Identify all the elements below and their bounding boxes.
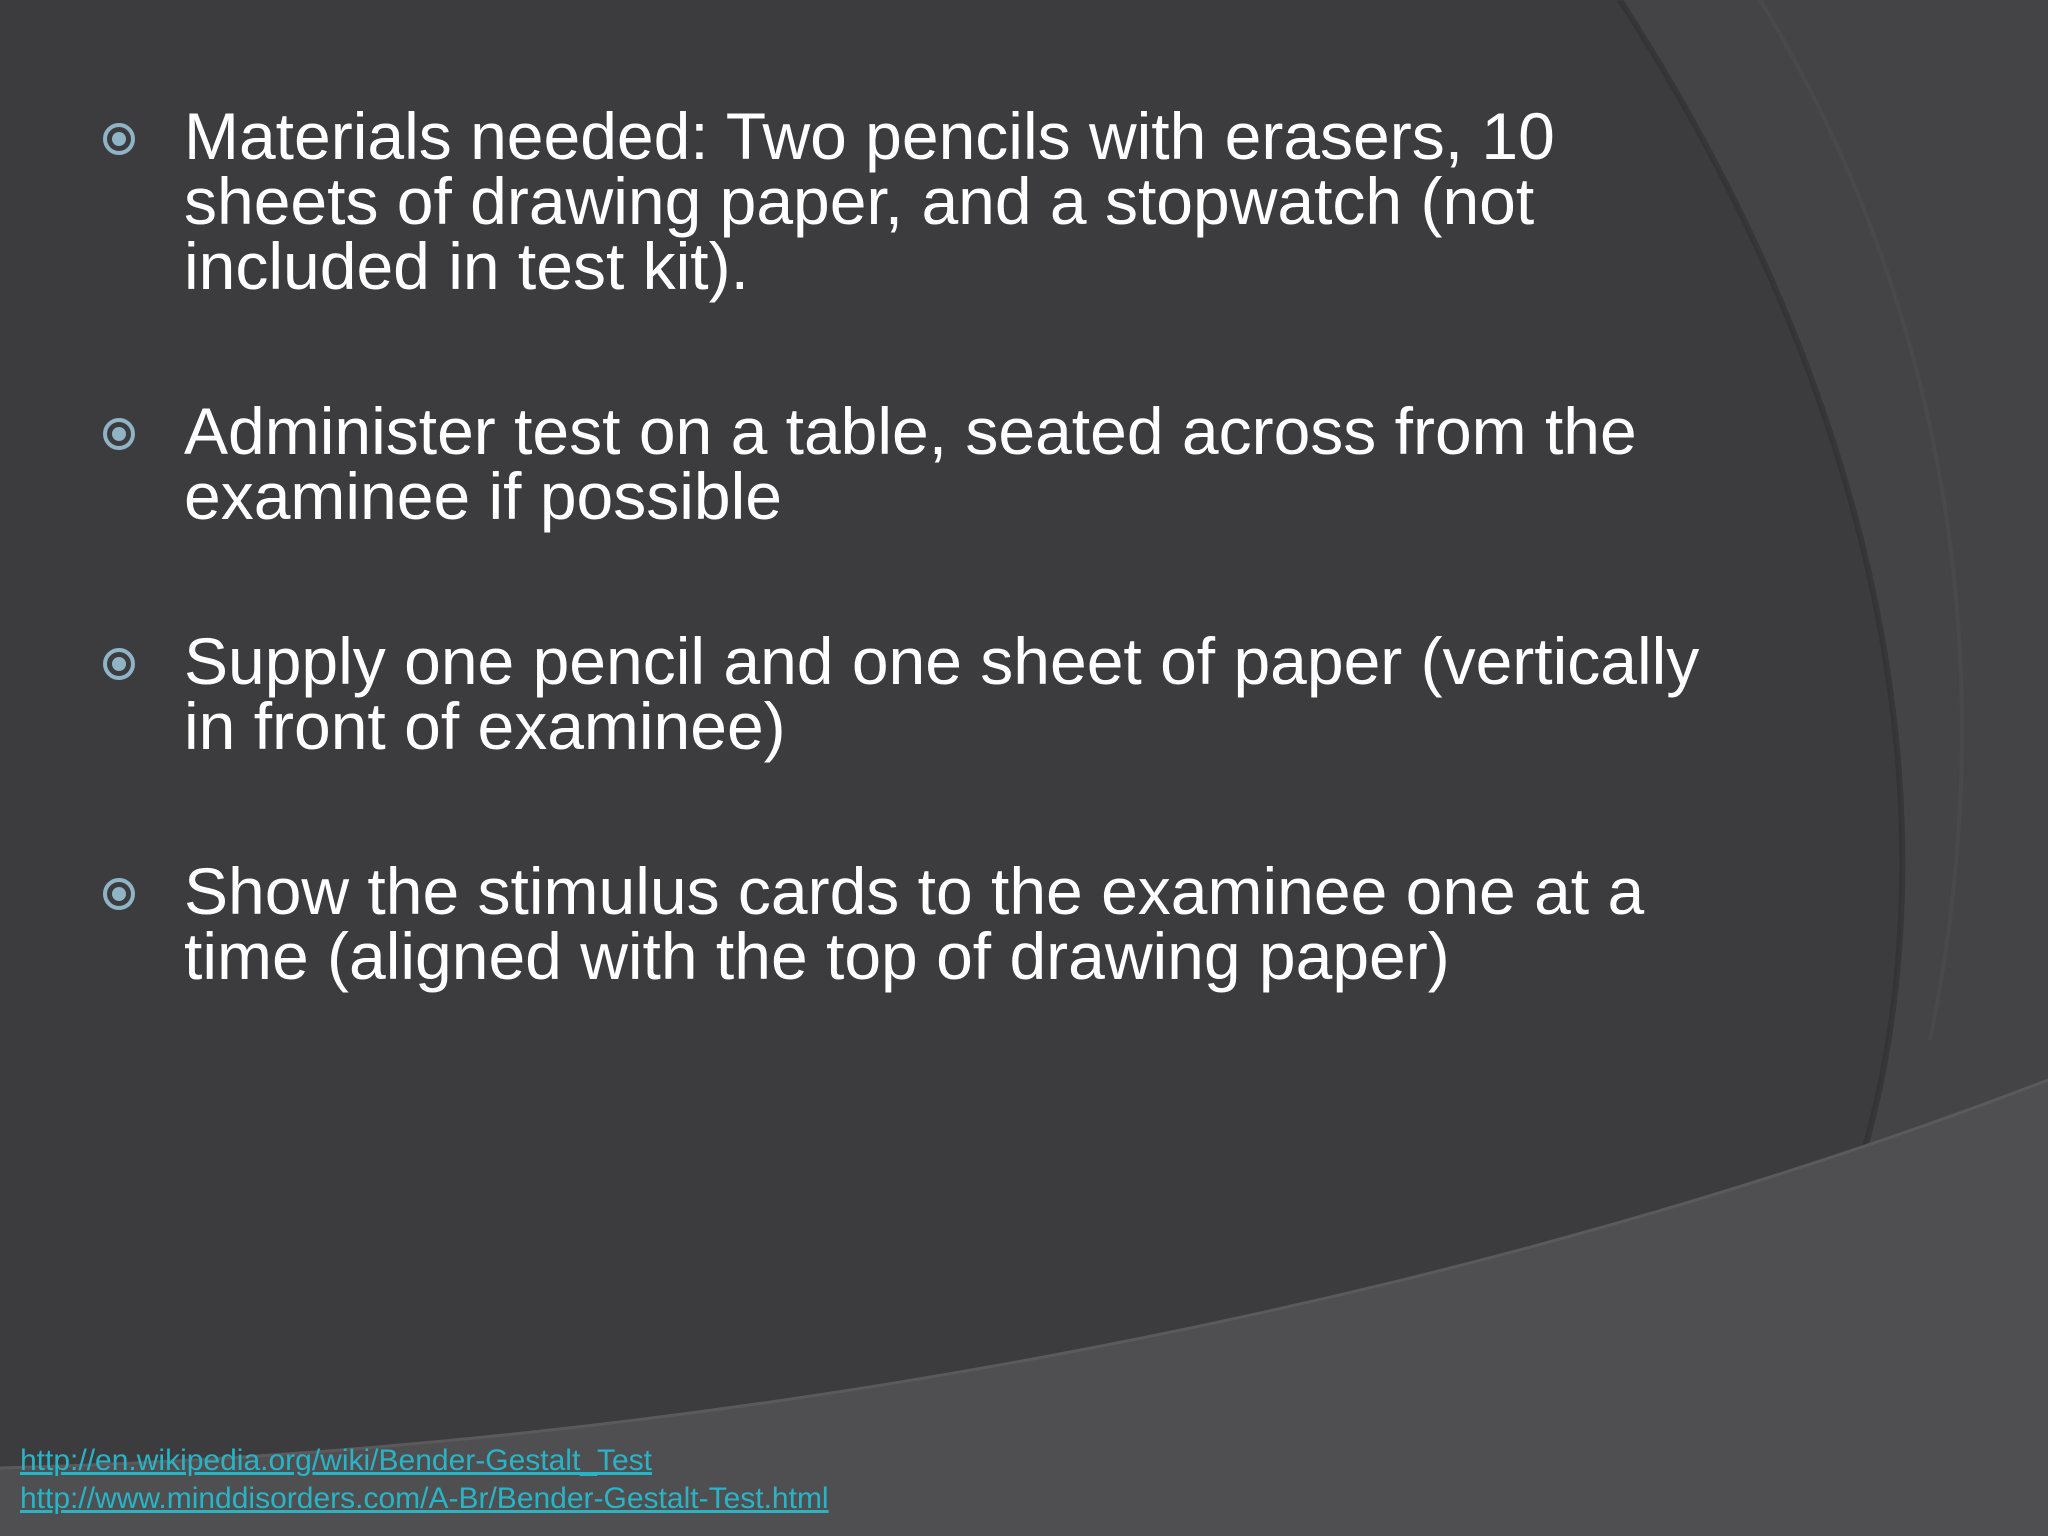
circle-dot-bullet-icon [102,417,136,451]
circle-dot-bullet-icon [102,647,136,681]
bullet-item-administer [96,394,1756,533]
source-link-wikipedia[interactable]: http://en.wikipedia.org/wiki/Bender-Gestalt_Test [20,1444,652,1477]
source-link-minddisorders[interactable]: http://www.minddisorders.com/A-Br/Bender-Gestalt-Test.html [20,1482,829,1515]
source-links [20,1442,1220,1518]
circle-dot-bullet-icon [102,122,136,156]
bullet-list [96,99,1756,993]
bullet-text: Show the stimulus cards to the examinee one at a time (aligned with the top of drawing paper) [184,854,1645,993]
bullet-text: Materials needed: Two pencils with erasers, 10 sheets of drawing paper, and a stopwatch (not included in test kit). [184,99,1555,303]
circle-dot-bullet-icon [102,877,136,911]
bullet-text: Supply one pencil and one sheet of paper (vertically in front of examinee) [184,624,1700,763]
bullet-item-show-cards [96,854,1756,993]
bullet-item-supply [96,624,1756,763]
bullet-text: Administer test on a table, seated across from the examinee if possible [184,394,1637,533]
bullet-item-materials [96,99,1756,303]
